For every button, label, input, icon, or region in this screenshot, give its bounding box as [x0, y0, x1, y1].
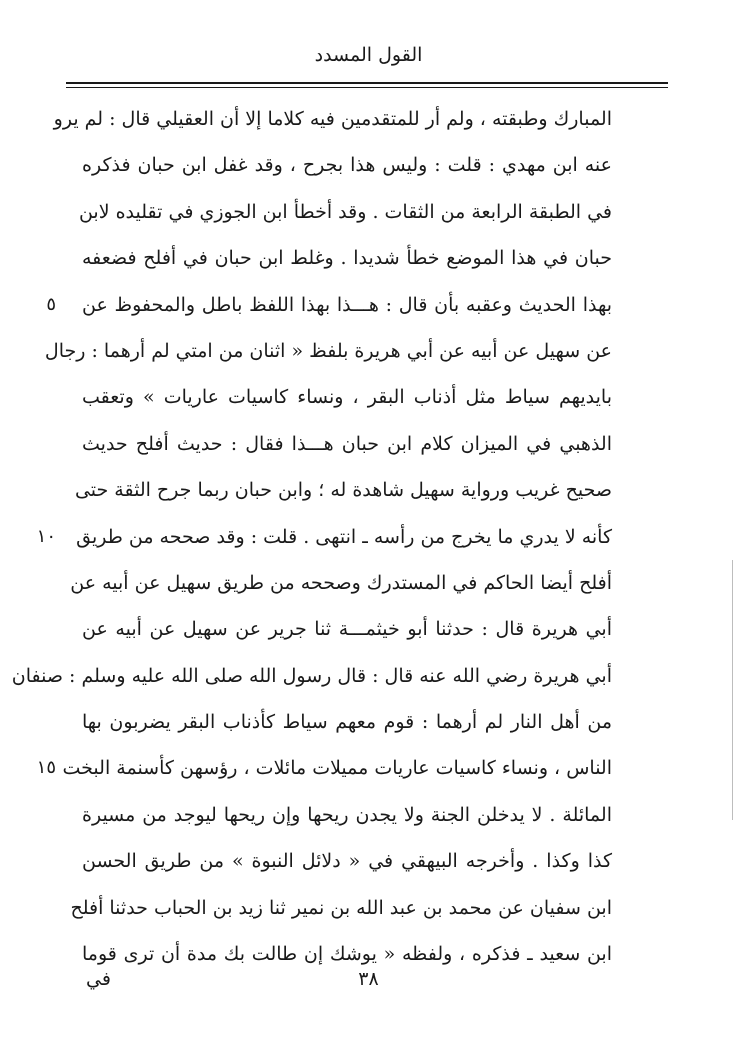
body-text — [11, 96, 612, 977]
text-line — [82, 838, 612, 884]
line-text: أفلح أيضا الحاكم في المستدرك وصححه من طريق سهيل عن أبيه عن — [70, 571, 612, 594]
line-text: الناس ، ونساء كاسيات عاريات مميلات مائلات ، رؤسهن كأسنمة البخت — [62, 757, 612, 780]
line-text: عنه ابن مهدي : قلت : وليس هذا بجرح ، وقد غفل ابن حبان فذكره — [82, 154, 612, 177]
scan-edge-line — [732, 560, 733, 820]
line-text: ابن سفيان عن محمد بن عبد الله بن نمير ثنا زيد بن الحباب حدثنا أفلح — [70, 896, 612, 919]
text-line — [82, 606, 612, 652]
line-text: أبي هريرة قال : حدثنا أبو خيثمـــة ثنا جرير عن سهيل عن أبيه عن — [82, 618, 612, 641]
catchword: في — [86, 968, 111, 990]
text-line — [46, 282, 612, 328]
line-text: من أهل النار لم أرهما : قوم معهم سياط كأذناب البقر يضربون بها — [82, 711, 612, 734]
line-text: عن سهيل عن أبيه عن أبي هريرة بلفظ « اثنان من امتي لم أرهما : رجال — [44, 339, 612, 362]
line-text: صحيح غريب ورواية سهيل شاهدة له ؛ وابن حبان ربما جرح الثقة حتى — [74, 479, 612, 502]
line-number: ١٠ — [36, 525, 56, 547]
text-line — [36, 745, 612, 791]
header-rule-thin — [66, 87, 668, 88]
line-text: المائلة . لا يدخلن الجنة ولا يجدن ريحها وإن ريحها ليوجد من مسيرة — [82, 803, 612, 826]
text-line — [70, 560, 612, 606]
text-line — [36, 514, 612, 560]
text-line — [82, 699, 612, 745]
text-line — [78, 189, 612, 235]
text-line — [82, 421, 612, 467]
text-line — [11, 653, 612, 699]
text-line — [44, 328, 612, 374]
page-number: ٣٨ — [358, 968, 379, 990]
line-text: ابن سعيد ـ فذكره ، ولفظه « يوشك إن طالت بك مدة أن ترى قوما — [82, 943, 612, 966]
line-text: في الطبقة الرابعة من الثقات . وقد أخطأ ابن الجوزي في تقليده لابن — [78, 200, 612, 223]
line-text: كأنه لا يدري ما يخرج من رأسه ـ انتهى . قلت : وقد صححه من طريق — [76, 525, 612, 548]
line-text: الذهبي في الميزان كلام ابن حبان هـــذا فقال : حديث أفلح حديث — [82, 432, 612, 455]
running-head-title: القول المسدد — [314, 44, 423, 66]
text-line — [53, 96, 612, 142]
line-number: ٥ — [46, 293, 56, 315]
text-line — [70, 885, 612, 931]
text-line — [82, 792, 612, 838]
line-text: حبان في هذا الموضع خطأ شديدا . وغلط ابن حبان في أفلح فضعفه — [82, 247, 612, 270]
line-text: المبارك وطبقته ، ولم أر للمتقدمين فيه كلاما إلا أن العقيلي قال : لم يرو — [53, 108, 612, 130]
header-rule-thick — [66, 82, 668, 84]
line-text: بهذا الحديث وعقبه بأن قال : هـــذا بهذا اللفظ باطل والمحفوظ عن — [82, 293, 612, 316]
text-line — [82, 235, 612, 281]
line-text: بايديهم سياط مثل أذناب البقر ، ونساء كاسيات عاريات » وتعقب — [82, 386, 612, 409]
line-text: كذا وكذا . وأخرجه البيهقي في « دلائل النبوة » من طريق الحسن — [82, 850, 612, 873]
text-line — [74, 467, 612, 513]
line-number: ١٥ — [36, 757, 56, 779]
text-line — [82, 142, 612, 188]
line-text: أبي هريرة رضي الله عنه قال : قال رسول الله صلى الله عليه وسلم : صنفان — [11, 664, 612, 687]
text-line — [82, 374, 612, 420]
